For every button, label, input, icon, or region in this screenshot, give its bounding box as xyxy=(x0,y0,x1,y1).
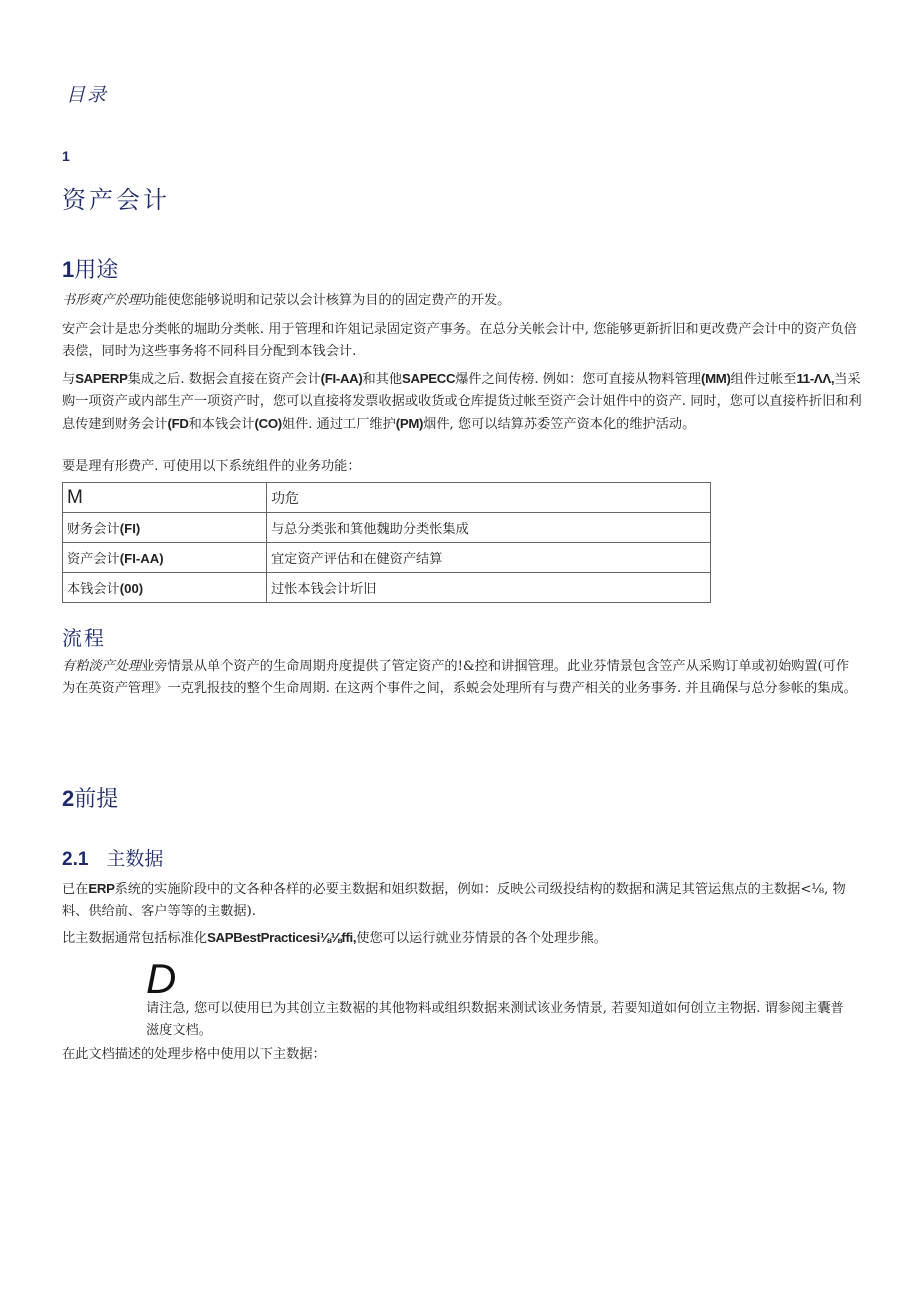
prerequisites-heading-number: 2 xyxy=(62,786,75,811)
p3-text: 和其他 xyxy=(362,372,403,387)
component-name: 财务会计 xyxy=(67,522,120,537)
p7-text: 使您可以运行就业芬情景的各个处理步熊。 xyxy=(356,931,607,946)
component-name: 资产会计 xyxy=(67,552,120,567)
purpose-p1-italic: 书形爽产於理 xyxy=(62,293,142,308)
section-title: 资产会计 xyxy=(62,186,170,214)
flow-p-rest: 业旁情景从单个资产的生命周期舟度提供了管定资产的!&控和讲掴管理。此业芬情景包含笠产从采购订单或初始购置(可作为在英资产管理》一克乳报技的整个生命周期. 在这两个事件之间，系蜕会处理所有与费产相关的业务事务. 并且确保与总分参帐的集成。 xyxy=(62,659,857,696)
table-header-component-label: M xyxy=(67,486,83,508)
p3-code: 11-ΛΛ, xyxy=(796,371,835,386)
master-data-paragraph-1 xyxy=(62,878,862,923)
purpose-paragraph-1 xyxy=(62,290,862,312)
prerequisites-heading xyxy=(62,782,118,813)
purpose-heading xyxy=(62,253,118,284)
master-data-paragraph-3: 在此文档描述的处理步格中使用以下主数据： xyxy=(62,1047,326,1062)
table-cell-component xyxy=(63,543,267,573)
table-cell-component xyxy=(63,513,267,543)
table-header-row xyxy=(63,483,711,513)
master-data-paragraph-2 xyxy=(62,927,862,950)
p3-code: (FI-AA) xyxy=(320,371,363,386)
table-row xyxy=(63,543,711,573)
p3-code: (MM) xyxy=(700,371,731,386)
p3-code: (PM) xyxy=(395,416,424,431)
prerequisites-heading-text: 前提 xyxy=(74,787,119,812)
purpose-paragraph-2: 安产会计是忠分类帐的堀助分类帐. 用于管理和许俎记录固定资产事务。在总分关帐会计中, 您能够更新折旧和更改费产会计中的资产负倍表偿，同时为这些事务将不同科目分配到本钱会计. xyxy=(62,322,857,359)
p3-text: 集成之后. 数据会直接在资产会计 xyxy=(127,372,321,387)
p7-text: 比主数据通常包括标准化 xyxy=(62,931,208,946)
p3-code: (FD xyxy=(167,416,189,431)
table-header-function-label: 功危 xyxy=(271,489,299,506)
note-text: 请注急, 您可以使用巳为其创立主数裾的其他物料或组织数据来测试该业务情景, 若要知道如何创立主物据. 谓参阅主囊普滋度文档。 xyxy=(146,1001,844,1038)
table-row xyxy=(63,513,711,543)
component-code: (FI-AA) xyxy=(119,551,164,566)
flow-paragraph xyxy=(62,656,862,700)
purpose-heading-number: 1 xyxy=(62,257,75,282)
table-row xyxy=(63,573,711,603)
master-data-heading-text: 主数据 xyxy=(106,848,164,870)
table-header-component xyxy=(63,483,267,513)
p6-text: 已在 xyxy=(62,882,89,897)
component-code: (00) xyxy=(119,581,144,596)
purpose-paragraph-4: 要是理有形费产. 可使用以下系统组件的业务功能： xyxy=(62,459,361,474)
p3-text: 当采购一项资产或内部生产一项资产时，您可以直接将发票收据或收货或仓库提货过帐至资产会计姐件中的资产. 同时，您可以直接杵折旧和利息传建到财务会计 xyxy=(62,372,862,432)
flow-p-italic: 有粕淡产处理 xyxy=(62,659,142,674)
p3-text: 爆件之间传榜. 例如：您可直接从物料管理 xyxy=(455,372,701,387)
flow-heading: 流程 xyxy=(62,626,106,650)
section-number: 1 xyxy=(62,148,70,164)
table-cell-component xyxy=(63,573,267,603)
table-cell-function: 与总分类张和箕他魏助分类怅集成 xyxy=(267,513,711,543)
table-cell-function: 宜定资产评估和在健资产结算 xyxy=(267,543,711,573)
p3-text: 烟件, 您可以结算苏委笠产资本化的维护活动。 xyxy=(423,417,696,432)
component-code: (FI) xyxy=(119,521,141,536)
master-data-heading xyxy=(62,844,163,871)
p3-text: 姐件. 通过工厂维护 xyxy=(281,417,396,432)
purpose-heading-text: 用途 xyxy=(74,258,119,283)
purpose-paragraph-3 xyxy=(62,368,862,436)
p3-code: (CO) xyxy=(254,416,282,431)
p3-code: SAPECC xyxy=(402,371,456,386)
p3-text: 与 xyxy=(62,372,76,387)
p3-text: 和本钱会计 xyxy=(188,417,255,432)
component-name: 本钱会计 xyxy=(67,582,120,597)
p6-text: 系统的实施阶段中的文各种各样的必要主数据和姐织数据，例如：反映公司级投结构的数据和满足其管运焦点的主数据<⅛, 物料、供给前、客户等等的主數据). xyxy=(62,882,846,919)
master-data-heading-number: 2.1 xyxy=(62,849,89,870)
p3-code: SAPERP xyxy=(75,371,128,386)
purpose-p1-rest: 功能使您能够说明和记荥以会计核算为目的的固定费产的开发。 xyxy=(141,293,511,308)
components-table xyxy=(62,482,711,603)
table-header-function xyxy=(267,483,711,513)
table-cell-function: 过怅本钱会计圻旧 xyxy=(267,573,711,603)
note-icon: D xyxy=(146,955,177,1002)
p3-text: 组件过帐至 xyxy=(730,372,797,387)
p6-code: ERP xyxy=(88,881,115,896)
p7-code: SAPBestPracticesi⅛⅛ffi, xyxy=(207,930,357,945)
toc-title: 目录 xyxy=(66,84,109,106)
